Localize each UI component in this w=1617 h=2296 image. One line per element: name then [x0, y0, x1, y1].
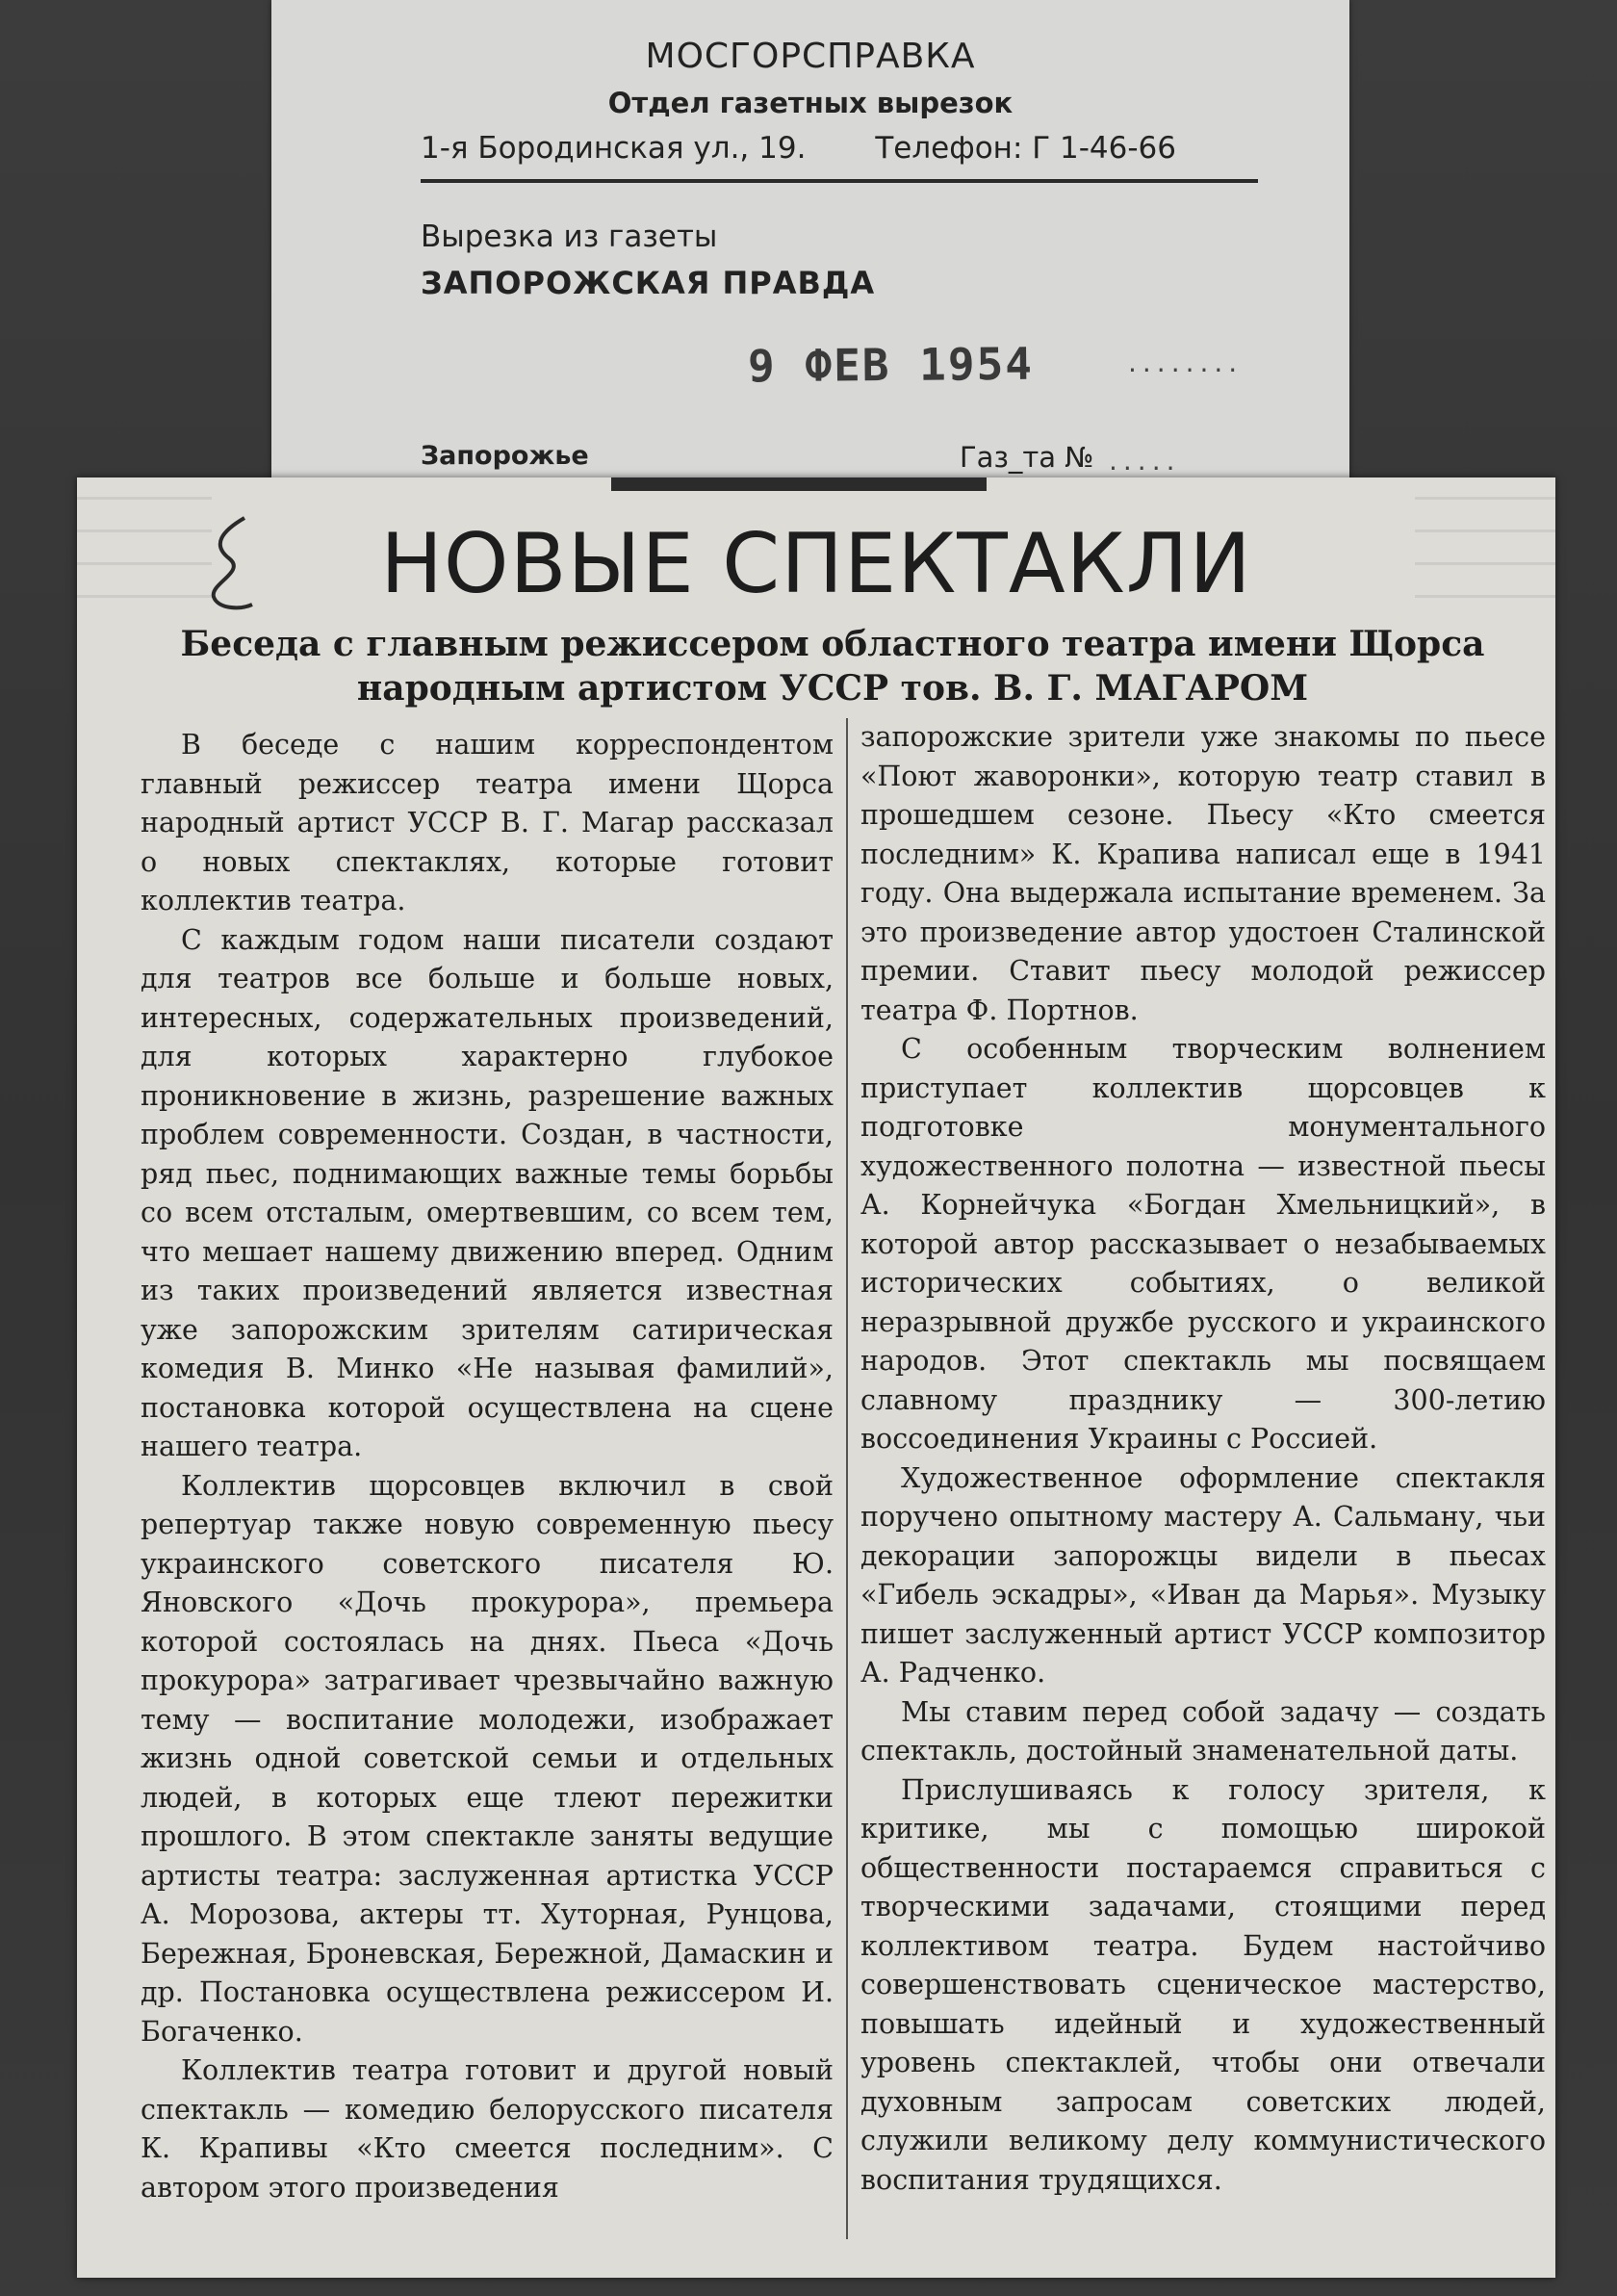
paragraph: Художественное оформление спектакля поручено опытному мастеру А. Сальману, чьи декорации запорожцы видели в пьесах «Гибель эскадры», «Иван да Марья». Музыку пишет заслуженный артист УССР композитор А. Радченко. — [860, 1461, 1546, 1689]
paragraph: Прислушиваясь к голосу зрителя, к критике, мы с помощью широкой общественности постараемся справиться с творческими задачами, стоящими перед коллективом театра. Будем настойчиво совершенствовать сценическое мастерство, повышать идейный и художественный уровень спектаклей, чтобы они отвечали духовным запросам советских людей, служили великому делу коммунистического воспитания трудящихся. — [860, 1773, 1546, 2196]
subhead-line-1: Беседа с главным режиссером областного театра имени Щорса — [180, 624, 1485, 664]
article-headline: НОВЫЕ СПЕКТАКЛИ — [380, 516, 1252, 612]
department-name: Отдел газетных вырезок — [607, 87, 1014, 119]
right-column — [860, 718, 1546, 2200]
subhead-line-2: народным артистом УССР тов. В. Г. МАГАРОМ — [356, 668, 1309, 709]
paragraph: Коллектив театра готовит и другой новый спектакль — комедию белорусского писателя К. Крапивы «Кто смеется последним». С автором этого произведения — [141, 2054, 834, 2204]
issue-label: Газ_та № — [960, 441, 1094, 474]
address: 1-я Бородинская ул., 19. — [421, 131, 807, 166]
article-clipping — [77, 477, 1555, 2278]
paragraph: В беседе с нашим корреспондентом главный режиссер театра имени Щорса народный артист УССР В. Г. Магар рассказал о новых спектаклях, которые готовит коллектив театра. — [141, 729, 834, 916]
organization-name: МОСГОРСПРАВКА — [645, 37, 976, 76]
date-dots: ........ — [1128, 347, 1244, 378]
header-rule — [421, 179, 1258, 183]
issue-dots: ..... — [1109, 445, 1181, 477]
paragraph: Мы ставим перед собой задачу — создать спектакль, достойный знаменательной даты. — [860, 1695, 1546, 1767]
article-subheadline — [135, 622, 1530, 710]
paragraph: Коллектив щорсовцев включил в свой репертуар также новую современную пьесу украинского советского писателя Ю. Яновского «Дочь прокурора», премьера которой состоялась на днях. Пьеса «Дочь прокурора» затрагивает чрезвычайно важную тему — воспитание молодежи, изображает жизнь одной советской семьи и отдельных людей, в которых еще тлеют пережитки прошлого. В этом спектакле заняты ведущие артисты театра: заслуженная артистка УССР А. Морозова, актеры тт. Хуторная, Рунцова, Бережная, Броневская, Бережной, Дамаскин и др. Постановка осуществлена режиссером И. Богаченко. — [141, 1469, 834, 2048]
paragraph-continuation: запорожские зрители уже знакомы по пьесе «Поют жаворонки», которую театр ставил в прошедшем сезоне. Пьесу «Кто смеется последним» К. Крапива написал еще в 1941 году. Она выдержала испытание временем. За это произведение автор удостоен Сталинской премии. Ставит пьесу молодой режиссер театра Ф. Портнов. — [860, 721, 1546, 1026]
column-divider — [846, 718, 848, 2239]
clipping-service-form — [271, 0, 1349, 501]
clipping-top-bar — [611, 477, 987, 491]
paragraph: С особенным творческим волнением приступает коллектив щорсовцев к подготовке монументального художественного полотна — известной пьесы А. Корнейчука «Богдан Хмельницкий», в которой автор рассказывает о незабываемых исторических событиях, о великой неразрывной дружбе русского и украинского народов. Этот спектакль мы посвящаем славному празднику — 300-летию воссоединения Украины с Россией. — [860, 1033, 1546, 1455]
phone: Телефон: Г 1-46-66 — [875, 131, 1176, 166]
left-column — [141, 726, 834, 2207]
city: Запорожье — [421, 441, 589, 471]
clip-source-label: Вырезка из газеты — [421, 219, 718, 254]
date-stamp: 9 ФЕВ 1954 — [747, 337, 1035, 393]
paragraph: С каждым годом наши писатели создают для театров все больше и больше новых, интересных, содержательных произведений, для которых характерно глубокое проникновение в жизнь, разрешение важных проблем современности. Создан, в частности, ряд пьес, поднимающих важные темы борьбы со всем отсталым, омертвевшим, со всем тем, что мешает нашему движению вперед. Одним из таких произведений является известная уже запорожским зрителям сатирическая комедия В. Минко «Не называя фамилий», постановка которой осуществлена на сцене нашего театра. — [141, 923, 834, 1462]
newspaper-name: ЗАПОРОЖСКАЯ ПРАВДА — [421, 265, 876, 301]
